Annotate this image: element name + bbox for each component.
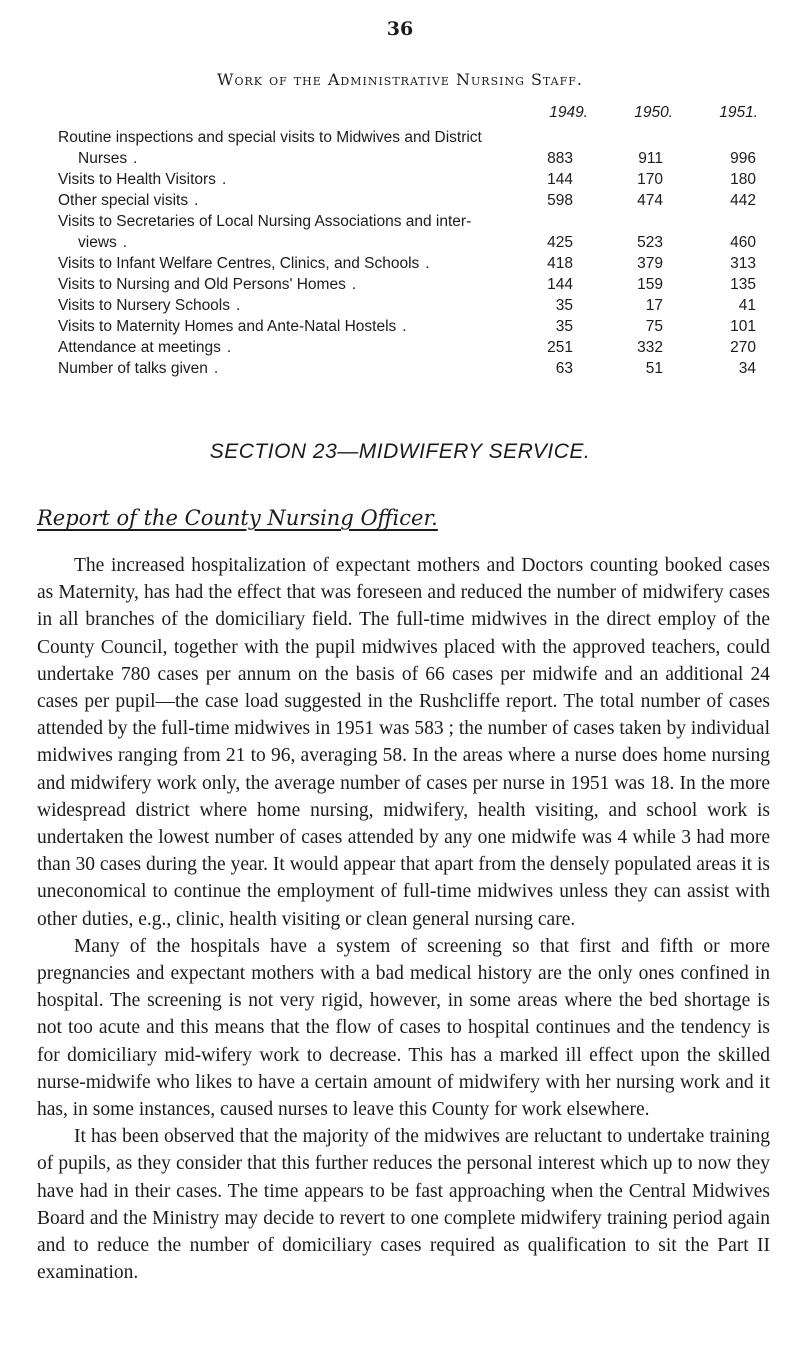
cell-value: 911 xyxy=(638,150,663,167)
cell-value: 460 xyxy=(730,234,756,251)
table-row xyxy=(58,169,770,190)
cell-value: 598 xyxy=(547,192,573,209)
table-rows xyxy=(58,127,770,379)
cell-value: 51 xyxy=(645,360,663,377)
cell-value: 418 xyxy=(547,255,573,272)
row-label xyxy=(58,190,770,211)
row-label xyxy=(58,358,770,379)
cell-value: 34 xyxy=(738,360,756,377)
row-label-text: Other special visits xyxy=(58,192,189,209)
cell-value: 379 xyxy=(637,255,663,272)
section-heading: SECTION 23—MIDWIFERY SERVICE. xyxy=(209,440,591,463)
row-label xyxy=(58,211,770,232)
paragraph: It has been observed that the majority of the midwives are reluctant to undertake training of pupils, as they consider that this further reduces the personal interest which up to now they have had in their cases. The time appears to be fast approaching when the Central Midwives Board and the Ministry may decide to revert to one complete midwifery training period again and to reduce the number of domiciliary cases required as qualification to sit the Part II examination. xyxy=(37,1126,770,1284)
table-row xyxy=(58,316,770,337)
cell-value: 332 xyxy=(637,339,663,356)
cell-value: 270 xyxy=(730,339,756,356)
row-label xyxy=(58,232,770,253)
row-label xyxy=(58,274,770,295)
leader-dots: . xyxy=(194,192,207,209)
row-label-text: Number of talks given xyxy=(58,360,208,377)
row-label-text: Visits to Nursery Schools xyxy=(58,297,230,314)
leader-dots: . xyxy=(221,171,235,188)
table-row xyxy=(58,253,770,274)
row-label xyxy=(58,253,770,274)
leader-dots: . xyxy=(425,255,438,272)
cell-value: 135 xyxy=(730,276,756,293)
table-row xyxy=(58,337,770,358)
leader-dots: . xyxy=(133,150,146,167)
row-label xyxy=(58,295,770,316)
leader-dots: . xyxy=(351,276,365,293)
row-label-text: views xyxy=(78,234,117,251)
leader-dots: . xyxy=(402,318,415,335)
cell-value: 17 xyxy=(645,297,663,314)
cell-value: 159 xyxy=(637,276,663,293)
cell-value: 883 xyxy=(547,150,573,167)
row-label-text: Visits to Health Visitors xyxy=(58,171,216,188)
cell-value: 996 xyxy=(730,150,756,167)
page-number: 36 xyxy=(386,18,414,40)
leader-dots: . xyxy=(236,297,249,314)
report-heading: Report of the County Nursing Officer. xyxy=(37,506,438,530)
row-label xyxy=(58,316,770,337)
report-body xyxy=(37,552,770,1286)
cell-value: 425 xyxy=(547,234,573,251)
row-label-text: Visits to Maternity Homes and Ante-Natal Hostels xyxy=(58,318,397,335)
year-header: 1950. xyxy=(634,104,673,121)
table-row xyxy=(58,190,770,211)
year-header: 1951. xyxy=(719,104,758,121)
paragraph: Many of the hospitals have a system of screening so that first and fifth or more pregnancies and expectant mothers with a bad medical history are the only ones confined in hospital. The screening is not very rigid, however, in some areas where the bed shortage is not too acute and this means that the flow of cases to hospital continues and the tendency is for domiciliary mid-wifery work to decrease. This has a marked ill effect upon the skilled nurse-midwife who likes to have a certain amount of midwifery with her nursing work and it has, in some instances, caused nurses to leave this County for work elsewhere. xyxy=(37,935,770,1121)
cell-value: 63 xyxy=(555,360,573,377)
row-label xyxy=(58,169,770,190)
leader-dots: . xyxy=(213,360,227,377)
row-label-text: Nurses xyxy=(78,150,128,167)
table-row xyxy=(58,211,770,253)
table-row xyxy=(58,127,770,169)
cell-value: 170 xyxy=(637,171,663,188)
cell-value: 313 xyxy=(730,255,756,272)
row-label xyxy=(58,337,770,358)
cell-value: 75 xyxy=(645,318,663,335)
table-row xyxy=(58,274,770,295)
cell-value: 474 xyxy=(637,192,663,209)
cell-value: 144 xyxy=(547,276,573,293)
row-label-text: Visits to Secretaries of Local Nursing Associations and inter- xyxy=(58,213,472,230)
table-row xyxy=(58,358,770,379)
row-label-text: Visits to Nursing and Old Persons' Homes xyxy=(58,276,346,293)
row-label-text: Visits to Infant Welfare Centres, Clinics, and Schools xyxy=(58,255,420,272)
row-label xyxy=(58,127,770,148)
cell-value: 523 xyxy=(637,234,663,251)
row-label-text: Attendance at meetings xyxy=(58,339,221,356)
cell-value: 41 xyxy=(738,297,756,314)
leader-dots: . xyxy=(122,234,136,251)
row-label-text: Routine inspections and special visits to Midwives and District xyxy=(58,129,482,146)
table-row xyxy=(58,295,770,316)
cell-value: 180 xyxy=(730,171,756,188)
paragraph: The increased hospitalization of expectant mothers and Doctors counting booked cases as Maternity, has had the effect that was foreseen and reduced the number of midwifery cases in all branches of the domiciliary field. The full-time midwives in the direct employ of the County Council, together with the pupil midwives placed with the approved teachers, could undertake 780 cases per annum on the basis of 66 cases per midwife and an additional 24 cases per pupil—the case load suggested in the Rushcliffe report. The total number of cases attended by the full-time midwives in 1951 was 583 ; the number of cases taken by individual midwives ranging from 21 to 96, averaging 58. In the areas where a nurse does home nursing and midwifery work only, the average number of cases per nurse in 1951 was 18. In the more widespread district where home nursing, midwifery, health visiting, and school work is undertaken the lowest number of cases attended by any one midwife was 4 while 3 had more than 30 cases during the year. It would appear that apart from the densely populated areas it is uneconomical to continue the employment of full-time midwives unless they can assist with other duties, e.g., clinic, health visiting or clean general nursing care. xyxy=(37,555,770,930)
cell-value: 35 xyxy=(555,297,573,314)
cell-value: 144 xyxy=(547,171,573,188)
year-header: 1949. xyxy=(549,104,588,121)
cell-value: 251 xyxy=(547,339,573,356)
cell-value: 442 xyxy=(730,192,756,209)
cell-value: 101 xyxy=(730,318,756,335)
table-title: Work of the Administrative Nursing Staff. xyxy=(217,70,583,89)
cell-value: 35 xyxy=(555,318,573,335)
row-label xyxy=(58,148,770,169)
leader-dots: . xyxy=(226,339,240,356)
